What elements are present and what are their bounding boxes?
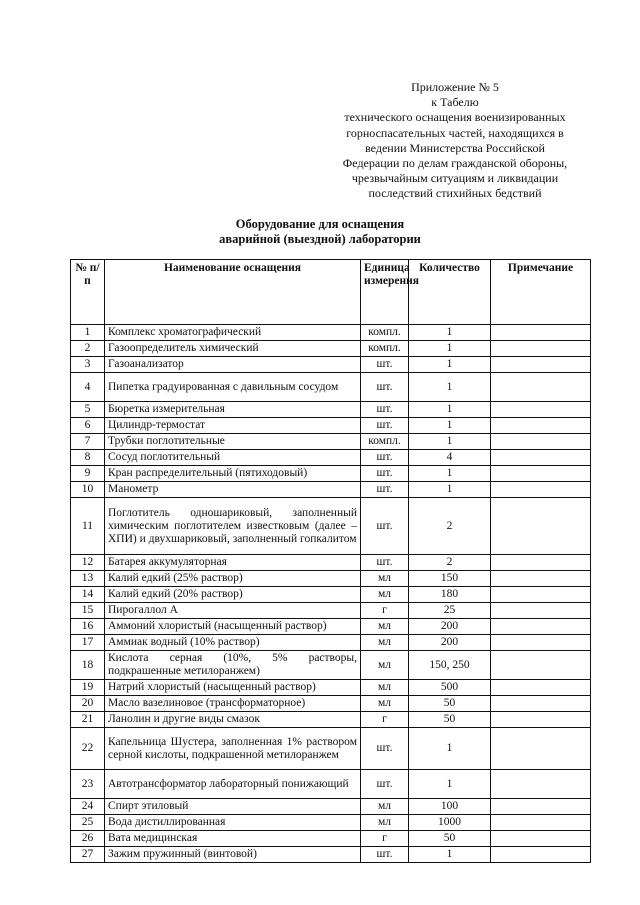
row-number: 25 [71, 815, 105, 831]
row-note [491, 847, 591, 863]
row-unit: шт. [361, 728, 409, 770]
row-name: Натрий хлористый (насыщенный раствор) [105, 680, 361, 696]
row-number: 16 [71, 619, 105, 635]
row-unit: г [361, 831, 409, 847]
row-name: Зажим пружинный (винтовой) [105, 847, 361, 863]
row-name: Цилиндр-термостат [105, 418, 361, 434]
row-note [491, 680, 591, 696]
row-number: 12 [71, 555, 105, 571]
row-unit: шт. [361, 498, 409, 555]
row-number: 20 [71, 696, 105, 712]
row-name: Аммоний хлористый (насыщенный раствор) [105, 619, 361, 635]
table-row [71, 815, 591, 831]
row-quantity: 1000 [409, 815, 491, 831]
row-unit: мл [361, 696, 409, 712]
row-unit: мл [361, 815, 409, 831]
appendix-line: ведении Министерства Российской [365, 140, 545, 155]
row-unit: шт. [361, 555, 409, 571]
table-row [71, 571, 591, 587]
row-number: 17 [71, 635, 105, 651]
row-note [491, 799, 591, 815]
row-number: 10 [71, 482, 105, 498]
row-name: Пипетка градуированная с давильным сосудом [105, 373, 361, 402]
row-note [491, 325, 591, 341]
appendix-line: Федерации по делам гражданской обороны, [342, 156, 568, 171]
table-row [71, 498, 591, 555]
appendix-header [330, 80, 580, 202]
row-note [491, 402, 591, 418]
row-unit: мл [361, 680, 409, 696]
row-number: 22 [71, 728, 105, 770]
row-unit: шт. [361, 482, 409, 498]
row-note [491, 587, 591, 603]
row-note [491, 466, 591, 482]
table-row [71, 831, 591, 847]
table-row [71, 847, 591, 863]
appendix-line: технического оснащения военизированных [344, 110, 566, 125]
row-quantity: 100 [409, 799, 491, 815]
row-number: 23 [71, 770, 105, 799]
row-note [491, 434, 591, 450]
row-quantity: 1 [409, 482, 491, 498]
row-name: Аммиак водный (10% раствор) [105, 635, 361, 651]
row-number: 19 [71, 680, 105, 696]
table-body [71, 325, 591, 863]
row-quantity: 200 [409, 635, 491, 651]
table-row [71, 770, 591, 799]
row-number: 13 [71, 571, 105, 587]
table-row [71, 325, 591, 341]
row-name: Газоопределитель химический [105, 341, 361, 357]
row-note [491, 555, 591, 571]
row-number: 27 [71, 847, 105, 863]
row-name: Газоанализатор [105, 357, 361, 373]
row-name: Спирт этиловый [105, 799, 361, 815]
header-qty: Количество [409, 260, 491, 325]
header-num: № п/п [71, 260, 105, 325]
row-unit: компл. [361, 325, 409, 341]
row-number: 8 [71, 450, 105, 466]
row-number: 26 [71, 831, 105, 847]
row-name: Поглотитель одношариковый, заполненный химическим поглотителем известковым (далее – ХПИ) и двухшариковый, заполненный гопкалитом [105, 498, 361, 555]
table-row [71, 680, 591, 696]
row-unit: мл [361, 619, 409, 635]
row-name: Капельница Шустера, заполненная 1% раствором серной кислоты, подкрашенной метилоранжем [105, 728, 361, 770]
header-unit: Единица измерения [361, 260, 409, 325]
table-row [71, 799, 591, 815]
row-note [491, 651, 591, 680]
title-line-1: Оборудование для оснащения [235, 217, 405, 231]
row-name: Масло вазелиновое (трансформаторное) [105, 696, 361, 712]
row-unit: мл [361, 635, 409, 651]
row-quantity: 1 [409, 728, 491, 770]
row-number: 6 [71, 418, 105, 434]
row-note [491, 571, 591, 587]
row-name: Кран распределительный (пятиходовый) [105, 466, 361, 482]
row-unit: г [361, 603, 409, 619]
row-name: Вата медицинская [105, 831, 361, 847]
row-quantity: 200 [409, 619, 491, 635]
table-row [71, 341, 591, 357]
table-row [71, 402, 591, 418]
row-number: 18 [71, 651, 105, 680]
row-unit: шт. [361, 418, 409, 434]
table-row [71, 418, 591, 434]
row-unit: компл. [361, 434, 409, 450]
appendix-line: к Табелю [431, 95, 479, 110]
row-quantity: 25 [409, 603, 491, 619]
row-unit: шт. [361, 402, 409, 418]
appendix-line: горноспасательных частей, находящихся в [346, 125, 564, 140]
row-number: 21 [71, 712, 105, 728]
row-name: Бюретка измерительная [105, 402, 361, 418]
row-note [491, 373, 591, 402]
table-row [71, 555, 591, 571]
row-note [491, 341, 591, 357]
row-unit: мл [361, 651, 409, 680]
row-quantity: 1 [409, 847, 491, 863]
row-number: 11 [71, 498, 105, 555]
row-number: 5 [71, 402, 105, 418]
row-name: Калий едкий (25% раствор) [105, 571, 361, 587]
row-number: 1 [71, 325, 105, 341]
row-note [491, 770, 591, 799]
row-quantity: 1 [409, 466, 491, 482]
row-quantity: 150 [409, 571, 491, 587]
row-quantity: 1 [409, 341, 491, 357]
row-name: Сосуд поглотительный [105, 450, 361, 466]
row-note [491, 450, 591, 466]
appendix-line: Приложение № 5 [411, 80, 499, 94]
row-number: 3 [71, 357, 105, 373]
row-quantity: 1 [409, 357, 491, 373]
row-number: 2 [71, 341, 105, 357]
row-unit: шт. [361, 450, 409, 466]
row-name: Трубки поглотительные [105, 434, 361, 450]
row-unit: компл. [361, 341, 409, 357]
header-note: Примечание [491, 260, 591, 325]
appendix-line: чрезвычайным ситуациям и ликвидации [351, 171, 559, 186]
row-unit: мл [361, 571, 409, 587]
row-name: Кислота серная (10%, 5% растворы, подкрашенные метилоранжем) [105, 651, 361, 680]
row-quantity: 50 [409, 696, 491, 712]
row-quantity: 1 [409, 402, 491, 418]
row-number: 9 [71, 466, 105, 482]
row-quantity: 50 [409, 831, 491, 847]
row-note [491, 619, 591, 635]
row-number: 14 [71, 587, 105, 603]
row-unit: шт. [361, 466, 409, 482]
row-note [491, 482, 591, 498]
table-row [71, 482, 591, 498]
row-name: Калий едкий (20% раствор) [105, 587, 361, 603]
equipment-table [70, 259, 591, 863]
row-number: 4 [71, 373, 105, 402]
row-note [491, 603, 591, 619]
row-unit: шт. [361, 847, 409, 863]
row-quantity: 150, 250 [409, 651, 491, 680]
row-note [491, 498, 591, 555]
row-quantity: 2 [409, 498, 491, 555]
table-row [71, 712, 591, 728]
row-quantity: 180 [409, 587, 491, 603]
row-quantity: 1 [409, 325, 491, 341]
row-quantity: 1 [409, 373, 491, 402]
table-row [71, 603, 591, 619]
table-row [71, 434, 591, 450]
table-row [71, 619, 591, 635]
document-title [0, 217, 640, 247]
row-unit: шт. [361, 770, 409, 799]
row-note [491, 418, 591, 434]
table-row [71, 450, 591, 466]
row-quantity: 500 [409, 680, 491, 696]
row-unit: шт. [361, 357, 409, 373]
row-name: Батарея аккумуляторная [105, 555, 361, 571]
title-line-2: аварийной (выездной) лаборатории [219, 232, 421, 246]
row-note [491, 635, 591, 651]
table-row [71, 651, 591, 680]
row-quantity: 2 [409, 555, 491, 571]
row-note [491, 831, 591, 847]
row-name: Ланолин и другие виды смазок [105, 712, 361, 728]
row-unit: мл [361, 587, 409, 603]
table-row [71, 728, 591, 770]
row-unit: г [361, 712, 409, 728]
row-unit: шт. [361, 373, 409, 402]
row-note [491, 815, 591, 831]
table-header-row [71, 260, 591, 325]
row-name: Вода дистиллированная [105, 815, 361, 831]
appendix-line: последствий стихийных бедствий [368, 186, 542, 201]
row-number: 7 [71, 434, 105, 450]
row-name: Манометр [105, 482, 361, 498]
table-row [71, 373, 591, 402]
table-row [71, 635, 591, 651]
table-row [71, 357, 591, 373]
row-number: 24 [71, 799, 105, 815]
table-row [71, 696, 591, 712]
row-quantity: 1 [409, 770, 491, 799]
row-unit: мл [361, 799, 409, 815]
table-row [71, 587, 591, 603]
row-name: Пирогаллол А [105, 603, 361, 619]
row-note [491, 712, 591, 728]
row-name: Комплекс хроматографический [105, 325, 361, 341]
row-note [491, 728, 591, 770]
row-quantity: 1 [409, 418, 491, 434]
row-number: 15 [71, 603, 105, 619]
row-quantity: 1 [409, 434, 491, 450]
row-note [491, 696, 591, 712]
row-quantity: 50 [409, 712, 491, 728]
header-name: Наименование оснащения [105, 260, 361, 325]
row-quantity: 4 [409, 450, 491, 466]
table-row [71, 466, 591, 482]
row-name: Автотрансформатор лабораторный понижающий [105, 770, 361, 799]
row-note [491, 357, 591, 373]
